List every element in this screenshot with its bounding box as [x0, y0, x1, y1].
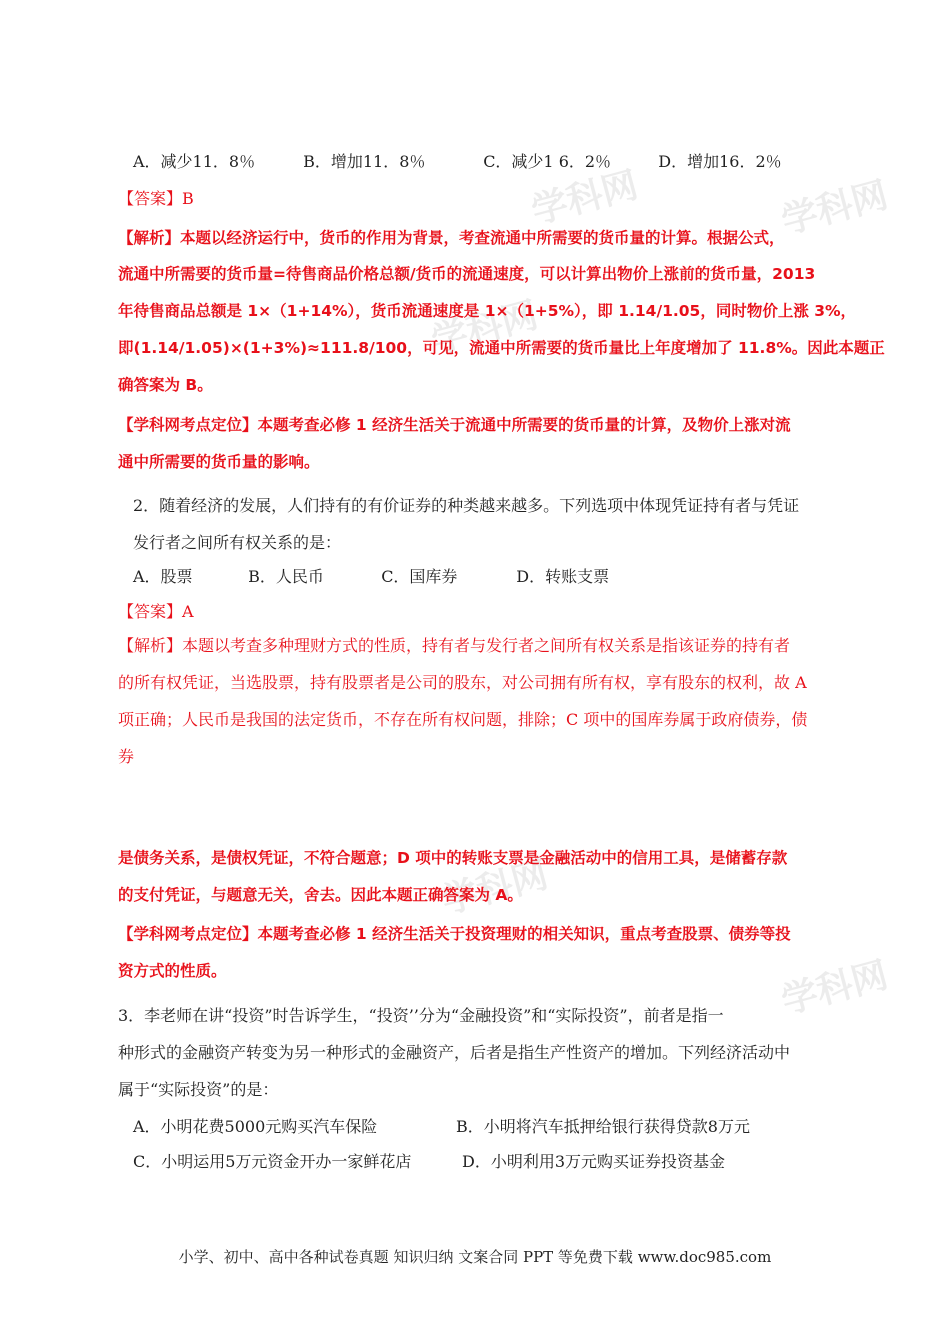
q3-option-b: B．小明将汽车抵押给银行获得贷款8万元	[456, 1117, 750, 1136]
q3-stem-line: 属于“实际投资”的是：	[118, 1080, 279, 1099]
q2-analysis-line: 的支付凭证，与题意无关，舍去。因此本题正确答案为 A。	[118, 886, 523, 904]
watermark: 学科网	[427, 294, 543, 363]
q2-analysis-line: 项正确；人民币是我国的法定货币，不存在所有权问题，排除；C 项中的国库券属于政府债券，债	[118, 710, 808, 729]
watermark: 学科网	[777, 174, 893, 243]
q3-option-d: D．小明利用3万元购买证券投资基金	[462, 1152, 726, 1171]
q3-stem-line: 3．李老师在讲“投资”时告诉学生，“投资’’分为“金融投资”和“实际投资”，前者是指一	[118, 1006, 724, 1025]
q1-option-b: B．增加11．8％	[303, 152, 426, 171]
q1-option-c: C．减少1 6．2％	[483, 152, 612, 171]
q1-options	[133, 150, 782, 174]
q2-answer: 【答案】A	[118, 602, 194, 621]
q1-analysis-line: 流通中所需要的货币量=待售商品价格总额/货币的流通速度，可以计算出物价上涨前的货币量，2013	[118, 265, 816, 283]
q2-analysis-line: 是债务关系，是债权凭证，不符合题意；D 项中的转账支票是金融活动中的信用工具，是储蓄存款	[118, 849, 788, 867]
q3-option-c: C．小明运用5万元资金开办一家鲜花店	[133, 1152, 412, 1171]
q2-option-c: C．国库券	[381, 567, 458, 586]
q1-analysis-line: 确答案为 B。	[118, 376, 213, 394]
q2-location-line: 【学科网考点定位】本题考查必修 1 经济生活关于投资理财的相关知识，重点考查股票、债券等投	[118, 925, 791, 943]
q2-analysis-line: 【解析】本题以考查多种理财方式的性质，持有者与发行者之间所有权关系是指该证券的持有者	[118, 636, 791, 655]
q2-option-d: D．转账支票	[516, 567, 610, 586]
q2-stem-line: 2．随着经济的发展，人们持有的有价证券的种类越来越多。下列选项中体现凭证持有者与凭证	[133, 496, 800, 515]
q3-stem-line: 种形式的金融资产转变为另一种形式的金融资产，后者是指生产性资产的增加。下列经济活动中	[118, 1043, 791, 1062]
page-footer: 小学、初中、高中各种试卷真题 知识归纳 文案合同 PPT 等免费下载 www.doc985.com	[178, 1248, 772, 1266]
q2-analysis-line: 的所有权凭证，当选股票，持有股票者是公司的股东，对公司拥有所有权，享有股东的权利，故 A	[118, 673, 807, 692]
q2-location-line: 资方式的性质。	[118, 962, 227, 980]
q2-stem-line: 发行者之间所有权关系的是：	[133, 533, 342, 552]
watermark: 学科网	[777, 954, 893, 1023]
q3-option-a: A．小明花费5000元购买汽车保险	[133, 1117, 378, 1136]
q1-analysis-line: 即(1.14/1.05)×(1+3%)≈111.8/100，可见，流通中所需要的货币量比上年度增加了 11.8%。因此本题正	[118, 339, 885, 357]
q2-analysis-line: 券	[118, 747, 135, 766]
q1-location-line: 【学科网考点定位】本题考查必修 1 经济生活关于流通中所需要的货币量的计算，及物价上涨对流	[118, 416, 791, 434]
q2-option-a: A．股票	[133, 567, 193, 586]
watermark: 学科网	[527, 164, 643, 233]
q2-option-b: B．人民币	[248, 567, 324, 586]
q1-location-line: 通中所需要的货币量的影响。	[118, 453, 320, 471]
watermark: 学科网	[437, 854, 553, 923]
q2-options	[133, 565, 609, 589]
q1-option-a: A．减少11．8％	[133, 152, 256, 171]
q1-analysis-line: 【解析】本题以经济运行中，货币的作用为背景，考查流通中所需要的货币量的计算。根据公式，	[118, 229, 785, 247]
q1-answer: 【答案】B	[118, 189, 194, 208]
q1-analysis-line: 年待售商品总额是 1×（1+14%），货币流通速度是 1×（1+5%），即 1.14/1.05，同时物价上涨 3%，	[118, 302, 857, 320]
q1-option-d: D．增加16．2％	[658, 152, 782, 171]
